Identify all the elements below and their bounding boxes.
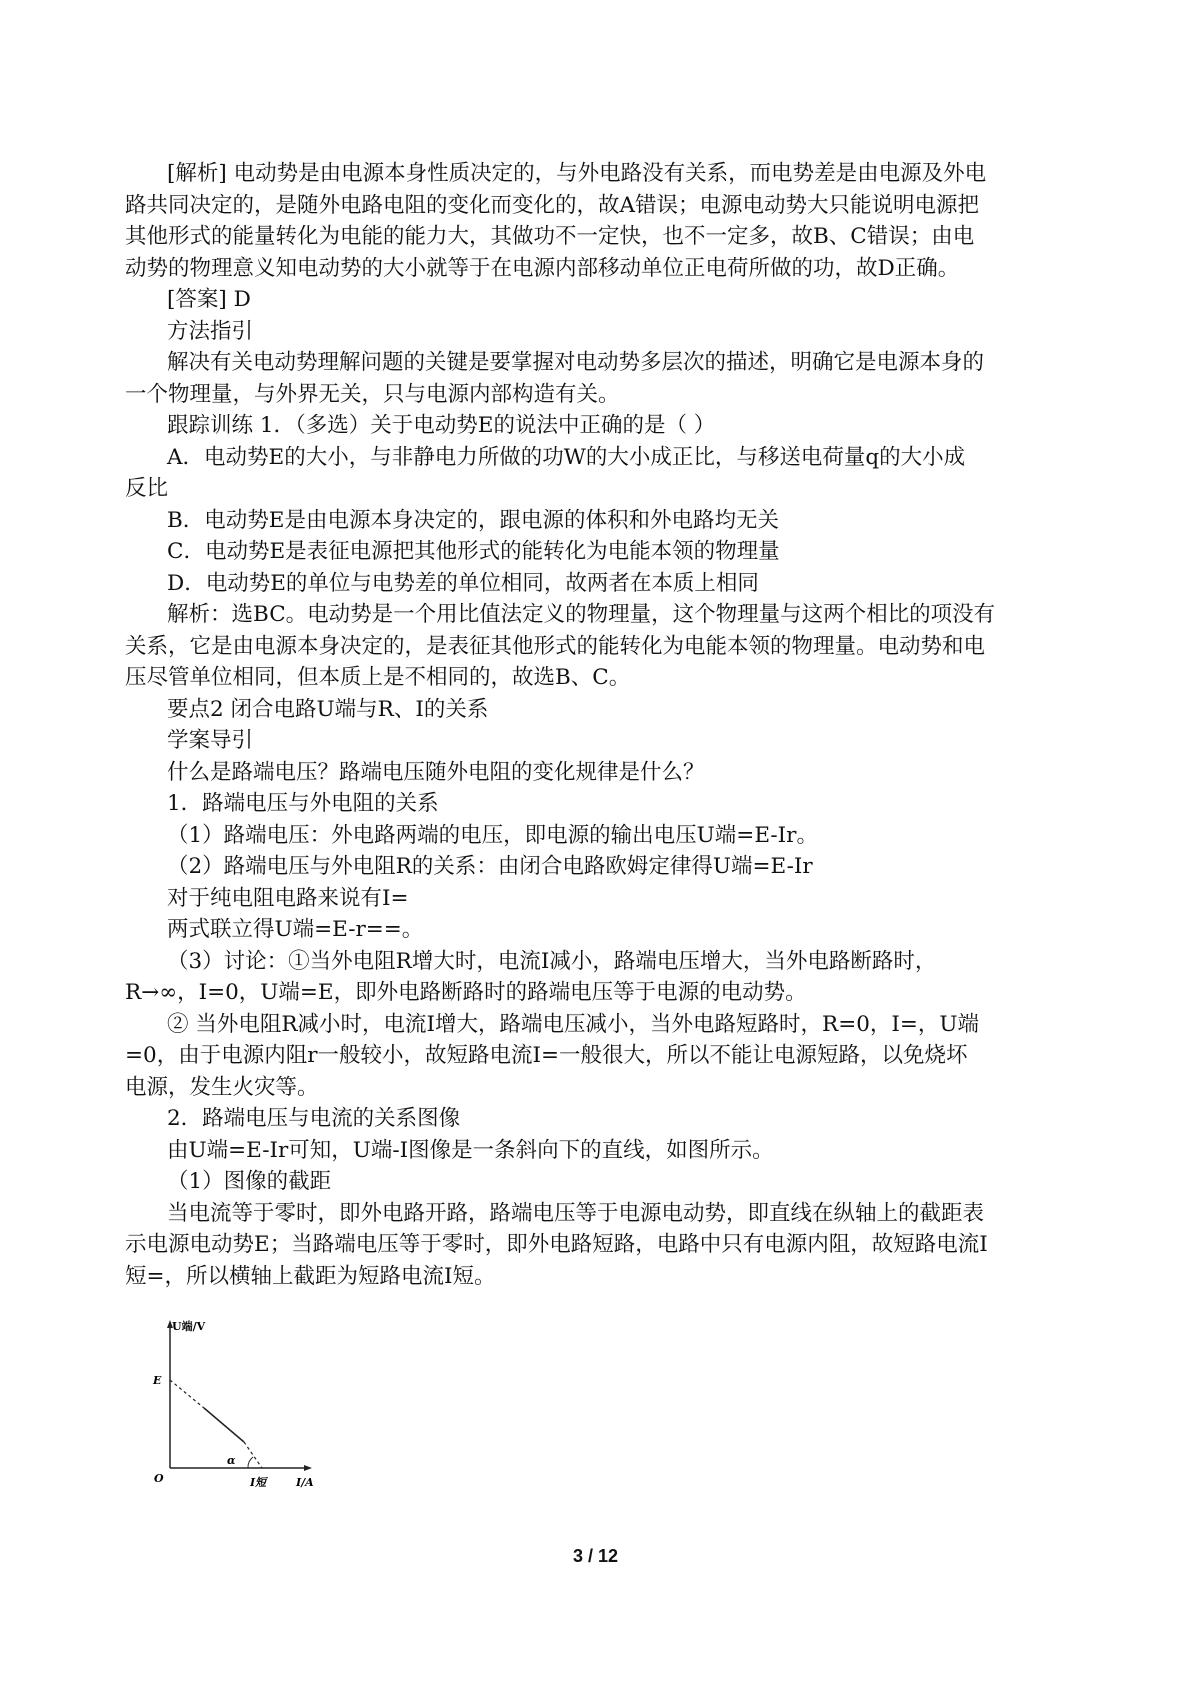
text-line: A．电动势E的大小，与非静电力所做的功W的大小成正比，与移送电荷量q的大小成 [167, 444, 966, 470]
page-number: 3 / 12 [572, 1546, 619, 1566]
u-i-graph [153, 1318, 360, 1490]
x-axis-arrow [304, 1465, 312, 1471]
text-line: 其他形式的能量转化为电能的能力大，其做功不一定快，也不一定多，故B、C错误；由电 [125, 224, 975, 249]
text-line: 学案导引 [167, 728, 254, 753]
text-line: 示电源电动势E；当路端电压等于零时，即外电路短路，电路中只有电源内阻，故短路电流I [125, 1232, 988, 1257]
ui-line-dashed [170, 1380, 204, 1408]
text-line: （1）图像的截距 [167, 1169, 332, 1194]
text-line: 两式联立得U端=E-r==。 [167, 917, 424, 942]
text-line: R→∞，I=0，U端=E，即外电路断路时的路端电压等于电源的电动势。 [125, 980, 807, 1005]
text-line: 由U端=E-Ir可知，U端-I图像是一条斜向下的直线，如图所示。 [167, 1137, 774, 1163]
text-line: 压尽管单位相同，但本质上是不相同的，故选B、C。 [125, 665, 631, 690]
text-line: 跟踪训练 1．（多选）关于电动势E的说法中正确的是（ ） [167, 413, 716, 438]
y-intercept-label: E [153, 1374, 162, 1387]
text-line: 1．路端电压与外电阻的关系 [167, 791, 439, 816]
text-line: （2）路端电压与外电阻R的关系：由闭合电路欧姆定律得U端=E-Ir [167, 854, 813, 879]
text-line: C．电动势E是表征电源把其他形式的能转化为电能本领的物理量 [167, 539, 780, 564]
text-line: 要点2 闭合电路U端与R、I的关系 [167, 696, 489, 722]
angle-label: α [227, 1454, 236, 1467]
text-line: [答案] D [167, 287, 251, 312]
x-intercept-label: I短 [250, 1476, 267, 1489]
text-line: 一个物理量，与外界无关，只与电源内部构造有关。 [125, 381, 620, 407]
y-axis-label: U端/V [172, 1320, 206, 1333]
text-body [125, 158, 1110, 1292]
text-line: （3）讨论：①当外电阻R增大时，电流I减小，路端电压增大，当外电路断路时， [167, 948, 937, 974]
text-line: 2．路端电压与电流的关系图像 [167, 1106, 461, 1131]
text-line: 关系，它是由电源本身决定的，是表征其他形式的能转化为电能本领的物理量。电动势和电 [125, 633, 986, 659]
text-line: [解析] 电动势是由电源本身性质决定的，与外电路没有关系，而电势差是由电源及外电 [167, 161, 987, 186]
text-line: 当电流等于零时，即外电路开路，路端电压等于电源电动势，即直线在纵轴上的截距表 [167, 1200, 985, 1226]
ui-line-dashed-end [244, 1442, 262, 1468]
text-line: ② 当外电阻R减小时，电流I增大，路端电压减小，当外电路短路时，R=0，I=，U端 [167, 1011, 980, 1037]
text-line: 路共同决定的，是随外电路电阻的变化而变化的，故A错误；电源电动势大只能说明电源把 [125, 192, 980, 218]
text-line: D．电动势E的单位与电势差的单位相同，故两者在本质上相同 [167, 570, 759, 596]
text-line: 电源，发生火灾等。 [125, 1074, 319, 1100]
text-line: 解决有关电动势理解问题的关键是要掌握对电动势多层次的描述，明确它是电源本身的 [167, 350, 985, 375]
text-line: B．电动势E是由电源本身决定的，跟电源的体积和外电路均无关 [167, 507, 779, 533]
ui-line [204, 1408, 244, 1442]
text-line: 什么是路端电压？路端电压随外电阻的变化规律是什么？ [167, 759, 705, 785]
text-line: 短=，所以横轴上截距为短路电流I短。 [125, 1263, 496, 1289]
text-line: 对于纯电阻电路来说有I= [167, 885, 409, 911]
text-line: =0，由于电源内阻r一般较小，故短路电流I=一般很大，所以不能让电源短路，以免烧坏 [125, 1043, 968, 1068]
angle-arc [248, 1457, 253, 1468]
text-line: 解析：选BC。电动势是一个用比值法定义的物理量，这个物理量与这两个相比的项没有 [167, 602, 996, 627]
x-axis-label: I/A [296, 1476, 314, 1489]
text-line: 动势的物理意义知电动势的大小就等于在电源内部移动单位正电荷所做的功，故D正确。 [125, 255, 960, 281]
text-line: 反比 [125, 476, 169, 501]
text-line: 方法指引 [167, 318, 254, 344]
text-line: （1）路端电压：外电路两端的电压，即电源的输出电压U端=E-Ir。 [167, 822, 818, 848]
origin-label: O [154, 1472, 164, 1485]
